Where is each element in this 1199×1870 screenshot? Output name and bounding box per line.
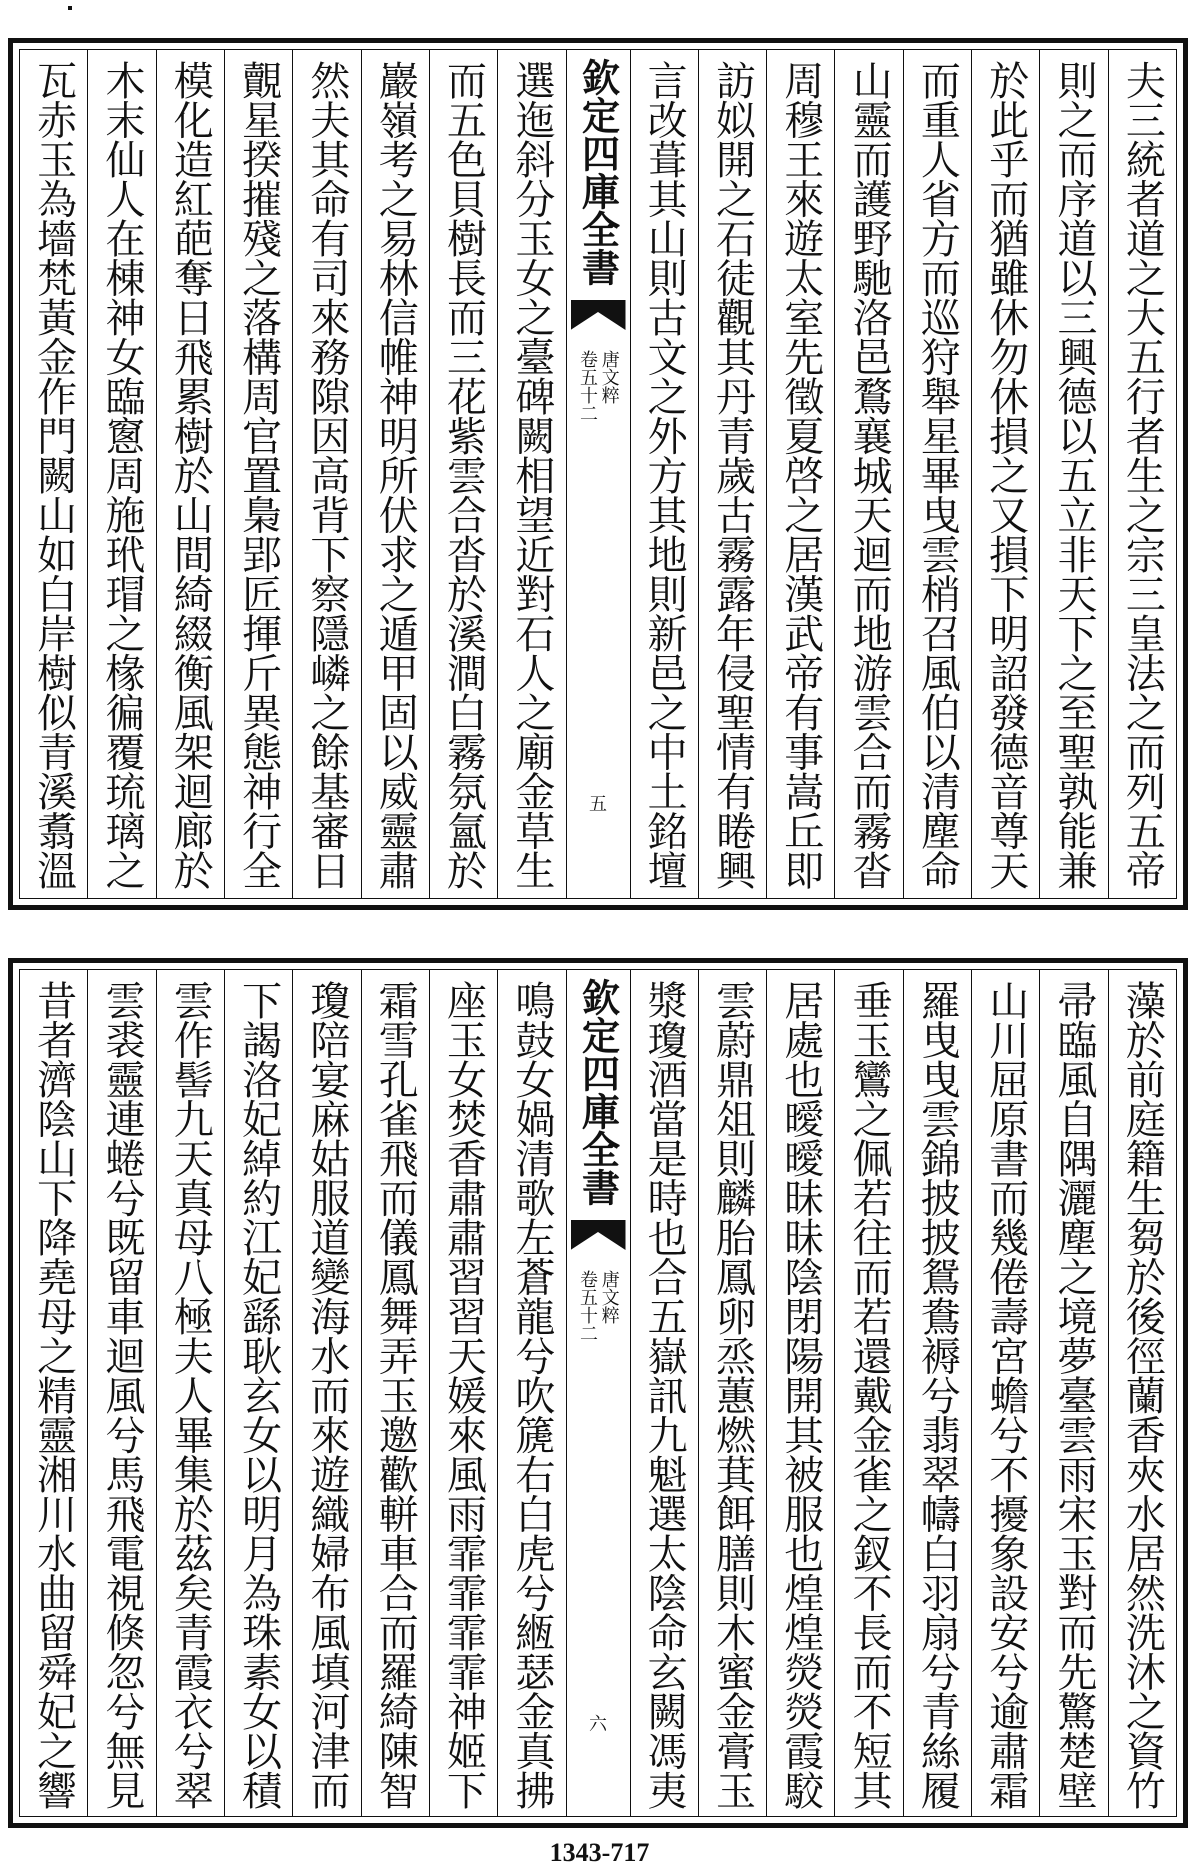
column-text: 而五色貝樹長而三花紫雲合沓於溪澗白霧氛氳於: [440, 60, 487, 890]
column-text: 漿瓊酒當是時也合五嶽訊九魁選太陰命玄闕馮夷: [641, 980, 688, 1810]
text-column: [429, 970, 497, 1816]
text-column: [156, 50, 224, 898]
text-column: [361, 970, 429, 1816]
column-text: 雲蔚鼎俎則麟胎鳳卵烝蕙燃萁餌膳則木蜜金膏玉: [709, 980, 756, 1810]
column-text: 居處也曖曖昧昧陰閉陽開其被服也煌煌熒熒霞駮: [777, 980, 824, 1810]
column-text: 覿星揆摧殘之落構周官置梟郢匠揮斤異態神行全: [235, 60, 282, 890]
column-text: 瓊陪宴麻姑服道變海水而來遊織婦布風填河津而: [303, 980, 350, 1810]
volume-number: 卷五十二: [577, 350, 598, 422]
column-text: 垂玉鸞之佩若往而若還戴金雀之釵不長而不短其: [846, 980, 893, 1810]
column-text: 座玉女焚香肅肅習習天媛來風雨霏霏霏霏神姬下: [440, 980, 487, 1810]
text-column: [766, 50, 834, 898]
footer-page-code: 1343-717: [549, 1838, 650, 1867]
text-column: [834, 50, 902, 898]
text-column: [497, 970, 565, 1816]
column-text: 言改葺其山則古文之外方其地則新邑之中土銘壇: [641, 60, 688, 890]
folio-number: 六: [589, 1714, 607, 1735]
column-text: 帚臨風自隅灑塵之境夢臺雲雨宋玉對而先驚楚壁: [1051, 980, 1098, 1810]
text-column: [834, 970, 902, 1816]
column-text: 而重人省方而巡狩舉星畢曳雲梢召風伯以清塵命: [914, 60, 961, 890]
text-column: [497, 50, 565, 898]
column-text: 雲作髻九天真母八極夫人畢集於茲矣青霞衣兮翠: [167, 980, 214, 1810]
volume-number: 卷五十二: [577, 1270, 598, 1342]
volume-label: [567, 1270, 630, 1342]
top-page: [8, 38, 1188, 910]
text-column: [630, 50, 698, 898]
text-column: [1039, 50, 1107, 898]
column-text: 瓦赤玉為墻梵黃金作門闕山如白岸樹似青溪翥溫: [30, 60, 77, 890]
column-text: 於此乎而猶雖休勿休損之又損下明詔發德音尊天: [982, 60, 1029, 890]
text-column: [224, 970, 292, 1816]
text-column: [292, 50, 360, 898]
text-column: [224, 50, 292, 898]
column-text: 鳴鼓女媧清歌左蒼龍兮吹篪右白虎兮緪瑟金真拂: [508, 980, 555, 1810]
book-title: 欽定四庫全書: [575, 978, 621, 1206]
collection-name: 唐文粹: [598, 1270, 620, 1324]
text-column: [87, 50, 155, 898]
text-column: [698, 970, 766, 1816]
column-text: 下謁洛妃綽約江妃繇耿玄女以明月為珠素女以積: [235, 980, 282, 1810]
column-text: 木末仙人在棟神女臨窻周施玳瑁之椽徧覆琉璃之: [98, 60, 145, 890]
text-column: [429, 50, 497, 898]
text-column: [698, 50, 766, 898]
column-text: 選迤斜分玉女之臺碑闕相望近對石人之廟金草生: [508, 60, 555, 890]
text-column: [87, 970, 155, 1816]
text-column: [20, 50, 87, 898]
column-text: 羅曳曳雲錦披披鴛鴦褥兮翡翠幬白羽扇兮青絲履: [914, 980, 961, 1810]
text-column: [903, 970, 971, 1816]
text-column: [766, 970, 834, 1816]
bottom-page: [8, 958, 1188, 1828]
text-column: [20, 970, 87, 1816]
margin-dot: [68, 6, 72, 10]
column-text: 藻於前庭籍生芻於後徑蘭香夾水居然洗沐之資竹: [1119, 980, 1166, 1810]
folio-number: 五: [589, 794, 607, 815]
bottom-page-columns: [19, 969, 1177, 1817]
column-text: 山川屈原書而幾倦壽宮蟾兮不擾象設安兮逾肅霜: [982, 980, 1029, 1810]
column-text: 巖嶺考之易林信帷神明所伏求之遁甲固以威靈肅: [372, 60, 419, 890]
volume-label: [567, 350, 630, 422]
text-column: [292, 970, 360, 1816]
collection-name: 唐文粹: [598, 350, 620, 404]
column-text: 訪姒開之石徒觀其丹青歲古霧露年侵聖情有睠興: [709, 60, 756, 890]
text-column: [156, 970, 224, 1816]
text-column: [1039, 970, 1107, 1816]
text-column: [361, 50, 429, 898]
column-text: 則之而序道以三興德以五立非天下之至聖孰能兼: [1051, 60, 1098, 890]
column-text: 夫三統者道之大五行者生之宗三皇法之而列五帝: [1119, 60, 1166, 890]
column-text: 山靈而護野馳洛邑鶩襄城天迴而地游雲合而霧沓: [846, 60, 893, 890]
column-text: 雲裘靈連蜷兮既留車迴風兮馬飛電視倏忽兮無見: [98, 980, 145, 1810]
center-fold-strip: [566, 50, 630, 898]
top-page-columns: [19, 49, 1177, 899]
text-column: [971, 970, 1039, 1816]
text-column: [971, 50, 1039, 898]
column-text: 昔者濟陰山下降堯母之精靈湘川水曲留舜妃之響: [30, 980, 77, 1810]
text-column: [1108, 970, 1176, 1816]
fishtail-mark: [571, 300, 626, 330]
column-text: 周穆王來遊太室先徵夏啓之居漢武帝有事嵩丘即: [777, 60, 824, 890]
text-column: [1108, 50, 1176, 898]
text-column: [630, 970, 698, 1816]
book-title: 欽定四庫全書: [575, 58, 621, 286]
fishtail-mark: [571, 1220, 626, 1250]
text-column: [903, 50, 971, 898]
column-text: 模化造紅葩奪日飛累樹於山間綺綴衡風架迴廊於: [167, 60, 214, 890]
column-text: 然夫其命有司來務隙因高背下察隱嶙之餘基審日: [303, 60, 350, 890]
center-fold-strip: [566, 970, 630, 1816]
column-text: 霜雪孔雀飛而儀鳳舞弄玉邀歡軿車合而羅綺陳智: [372, 980, 419, 1810]
